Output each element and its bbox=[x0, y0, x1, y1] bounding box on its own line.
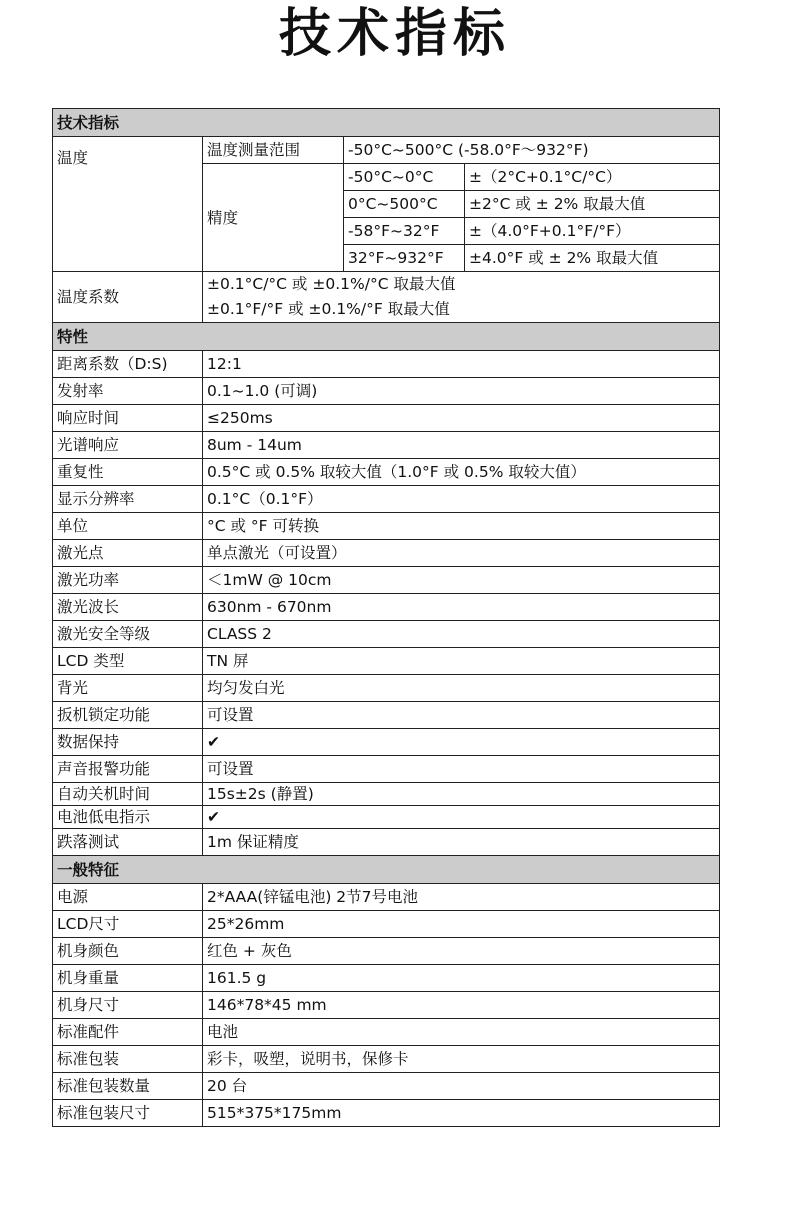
row-value: 15s±2s (静置) bbox=[203, 783, 720, 806]
coefficient-line: ±0.1°F/°F 或 ±0.1%/°F 取最大值 bbox=[207, 300, 450, 318]
row-label: 激光点 bbox=[53, 540, 203, 567]
accuracy-value: ±（4.0°F+0.1°F/°F） bbox=[465, 218, 720, 245]
table-row bbox=[53, 829, 720, 856]
row-value: 电池 bbox=[203, 1019, 720, 1046]
row-value: 彩卡，吸塑，说明书，保修卡 bbox=[203, 1046, 720, 1073]
row-label: 声音报警功能 bbox=[53, 756, 203, 783]
page-title: 技术指标 bbox=[278, 4, 511, 64]
section-title: 一般特征 bbox=[53, 856, 720, 884]
table-row bbox=[53, 884, 720, 911]
table-row bbox=[53, 756, 720, 783]
row-sublabel: 精度 bbox=[203, 164, 344, 272]
accuracy-value: ±（2°C+0.1°C/°C） bbox=[465, 164, 720, 191]
section-title: 特性 bbox=[53, 323, 720, 351]
section-title: 技术指标 bbox=[53, 109, 720, 137]
table-row bbox=[53, 965, 720, 992]
row-label: 温度 bbox=[53, 137, 203, 272]
row-sublabel: 温度测量范围 bbox=[203, 137, 344, 164]
table-row bbox=[53, 911, 720, 938]
row-value: 20 台 bbox=[203, 1073, 720, 1100]
table-row bbox=[53, 992, 720, 1019]
table-row bbox=[53, 675, 720, 702]
table-row bbox=[53, 702, 720, 729]
table-row bbox=[53, 1100, 720, 1127]
row-label: 标准包装数量 bbox=[53, 1073, 203, 1100]
row-value: 515*375*175mm bbox=[203, 1100, 720, 1127]
row-value: 25*26mm bbox=[203, 911, 720, 938]
row-label: LCD 类型 bbox=[53, 648, 203, 675]
row-label: 电池低电指示 bbox=[53, 806, 203, 829]
row-value: 2*AAA(锌锰电池) 2节7号电池 bbox=[203, 884, 720, 911]
row-value: °C 或 °F 可转换 bbox=[203, 513, 720, 540]
row-value: ✔ bbox=[203, 806, 720, 829]
row-value: TN 屏 bbox=[203, 648, 720, 675]
row-label: 机身重量 bbox=[53, 965, 203, 992]
table-row bbox=[53, 621, 720, 648]
table-row bbox=[53, 806, 720, 829]
table-row bbox=[53, 513, 720, 540]
row-label: 标准包装 bbox=[53, 1046, 203, 1073]
row-value: ≤250ms bbox=[203, 405, 720, 432]
row-value: -50°C~500°C (-58.0°F～932°F) bbox=[344, 137, 720, 164]
section-header-features bbox=[53, 323, 720, 351]
table-row bbox=[53, 1019, 720, 1046]
table-row bbox=[53, 378, 720, 405]
row-label: 显示分辨率 bbox=[53, 486, 203, 513]
row-label: 标准配件 bbox=[53, 1019, 203, 1046]
table-row bbox=[53, 648, 720, 675]
row-label: 背光 bbox=[53, 675, 203, 702]
row-value: CLASS 2 bbox=[203, 621, 720, 648]
row-value: 1m 保证精度 bbox=[203, 829, 720, 856]
row-label: 温度系数 bbox=[53, 272, 203, 323]
row-value: 0.1~1.0 (可调) bbox=[203, 378, 720, 405]
table-row bbox=[53, 729, 720, 756]
row-value: 0.1°C（0.1°F） bbox=[203, 486, 720, 513]
row-value: ＜1mW @ 10cm bbox=[203, 567, 720, 594]
row-label: LCD尺寸 bbox=[53, 911, 203, 938]
table-row bbox=[53, 351, 720, 378]
accuracy-value: ±2°C 或 ± 2% 取最大值 bbox=[465, 191, 720, 218]
row-label: 重复性 bbox=[53, 459, 203, 486]
row-value: 单点激光（可设置） bbox=[203, 540, 720, 567]
table-row bbox=[53, 486, 720, 513]
row-label: 跌落测试 bbox=[53, 829, 203, 856]
coefficient-line: ±0.1°C/°C 或 ±0.1%/°C 取最大值 bbox=[207, 275, 456, 293]
row-label: 数据保持 bbox=[53, 729, 203, 756]
accuracy-range: -50°C~0°C bbox=[344, 164, 465, 191]
row-label: 发射率 bbox=[53, 378, 203, 405]
table-row bbox=[53, 594, 720, 621]
section-header-tech bbox=[53, 109, 720, 137]
row-value: 可设置 bbox=[203, 756, 720, 783]
row-value: 均匀发白光 bbox=[203, 675, 720, 702]
table-row bbox=[53, 1073, 720, 1100]
table-row bbox=[53, 405, 720, 432]
row-value: 可设置 bbox=[203, 702, 720, 729]
row-label: 光谱响应 bbox=[53, 432, 203, 459]
row-label: 距离系数（D:S) bbox=[53, 351, 203, 378]
table-row bbox=[53, 137, 720, 164]
table-row bbox=[53, 540, 720, 567]
row-value: 630nm - 670nm bbox=[203, 594, 720, 621]
row-value: 0.5°C 或 0.5% 取较大值（1.0°F 或 0.5% 取较大值） bbox=[203, 459, 720, 486]
row-value: 146*78*45 mm bbox=[203, 992, 720, 1019]
row-value: 8um - 14um bbox=[203, 432, 720, 459]
table-row bbox=[53, 459, 720, 486]
row-value: 161.5 g bbox=[203, 965, 720, 992]
section-header-general bbox=[53, 856, 720, 884]
row-label: 激光功率 bbox=[53, 567, 203, 594]
row-label: 机身颜色 bbox=[53, 938, 203, 965]
table-row bbox=[53, 783, 720, 806]
row-value: 12:1 bbox=[203, 351, 720, 378]
row-value: ✔ bbox=[203, 729, 720, 756]
row-label: 机身尺寸 bbox=[53, 992, 203, 1019]
table-row bbox=[53, 938, 720, 965]
table-row bbox=[53, 432, 720, 459]
table-row bbox=[53, 272, 720, 323]
table-row bbox=[53, 567, 720, 594]
row-value bbox=[203, 272, 720, 323]
table-row bbox=[53, 1046, 720, 1073]
accuracy-range: 0°C~500°C bbox=[344, 191, 465, 218]
row-label: 扳机锁定功能 bbox=[53, 702, 203, 729]
row-label: 响应时间 bbox=[53, 405, 203, 432]
accuracy-value: ±4.0°F 或 ± 2% 取最大值 bbox=[465, 245, 720, 272]
row-label: 电源 bbox=[53, 884, 203, 911]
row-value: 红色 + 灰色 bbox=[203, 938, 720, 965]
accuracy-range: 32°F~932°F bbox=[344, 245, 465, 272]
spec-table bbox=[52, 108, 720, 1127]
row-label: 单位 bbox=[53, 513, 203, 540]
accuracy-range: -58°F~32°F bbox=[344, 218, 465, 245]
row-label: 激光波长 bbox=[53, 594, 203, 621]
row-label: 自动关机时间 bbox=[53, 783, 203, 806]
row-label: 激光安全等级 bbox=[53, 621, 203, 648]
row-label: 标准包装尺寸 bbox=[53, 1100, 203, 1127]
